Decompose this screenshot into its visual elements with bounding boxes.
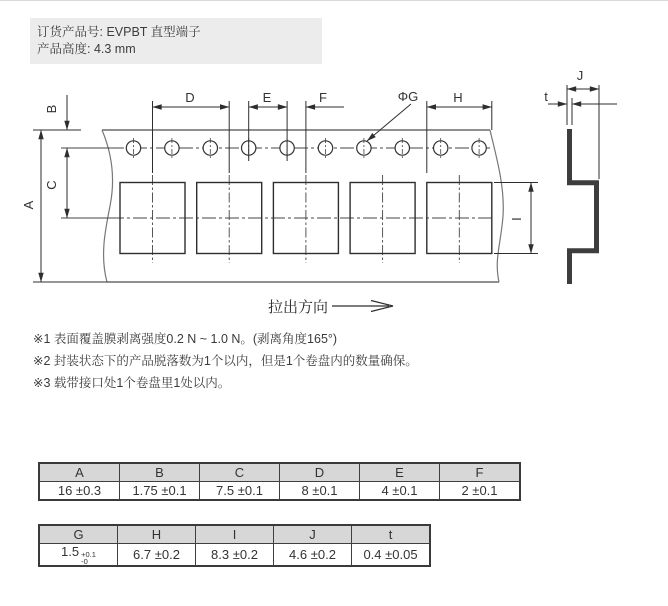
dim-header-cell: B [120, 463, 200, 482]
dim-value-cell: 8.3 ±0.2 [196, 544, 274, 567]
dim-value-cell: 7.5 ±0.1 [200, 482, 280, 501]
dim-header-cell: D [280, 463, 360, 482]
dim-value-cell: 8 ±0.1 [280, 482, 360, 501]
dim-header-cell: J [274, 525, 352, 544]
dim-value-cell: 2 ±0.1 [440, 482, 521, 501]
dim-label-h: H [453, 90, 463, 105]
notes [33, 328, 418, 394]
dim-value-cell: 16 ±0.3 [39, 482, 120, 501]
dim-label-d: D [185, 90, 195, 105]
dim-value-cell: 0.4 ±0.05 [352, 544, 431, 567]
g-tolerance [81, 551, 96, 565]
dim-label-t: t [544, 89, 548, 104]
dim-label-a: A [21, 200, 36, 210]
dim-header-cell: I [196, 525, 274, 544]
g-tolerance-minus: -0 [81, 557, 88, 566]
table-row [39, 463, 520, 482]
dim-header-cell: t [352, 525, 431, 544]
dim-value-cell: 6.7 ±0.2 [118, 544, 196, 567]
note-2: ※2 封装状态下的产品脱落数为1个以内，但是1个卷盘内的数量确保。 [33, 354, 418, 368]
extension-lines [33, 85, 599, 282]
pull-direction-arrow [332, 301, 393, 312]
note-1: ※1 表面覆盖膜剥离强度0.2 N ~ 1.0 N。(剥离角度165°) [33, 332, 338, 346]
product-number: 订货产品号: EVPBT 直型端子 [37, 25, 201, 39]
dim-label-b: B [44, 104, 59, 114]
dim-label-c: C [44, 180, 59, 190]
dim-label-e: E [262, 90, 272, 105]
dim-value-cell: 4.6 ±0.2 [274, 544, 352, 567]
dim-label-i: I [509, 217, 524, 221]
note-3: ※3 载带接口处1个卷盘里1处以内。 [33, 376, 231, 390]
dim-value-cell: 1.75 ±0.1 [120, 482, 200, 501]
dim-header-cell: F [440, 463, 521, 482]
dim-value-cell: 4 ±0.1 [360, 482, 440, 501]
g-tolerance-plus: +0.1 [81, 550, 96, 559]
side-view-profile [570, 129, 597, 284]
table-row [39, 544, 430, 567]
pull-direction-label: 拉出方向 [268, 299, 329, 316]
g-base-value: 1.5 [61, 544, 80, 559]
dim-value-cell [39, 544, 118, 567]
dim-table-g-t [38, 524, 431, 567]
table-row [39, 525, 430, 544]
dim-header-cell: H [118, 525, 196, 544]
dim-label-j: J [576, 68, 584, 83]
dim-table-a-f [38, 462, 521, 501]
center-lines [61, 148, 495, 263]
product-info-box [30, 18, 322, 64]
dim-header-cell: A [39, 463, 120, 482]
product-height: 产品高度: 4.3 mm [37, 42, 136, 56]
dim-header-cell: C [200, 463, 280, 482]
dim-header-cell: E [360, 463, 440, 482]
dim-label-phi-g: ΦG [397, 89, 419, 104]
table-row [39, 482, 520, 501]
dim-label-f: F [319, 90, 327, 105]
dim-header-cell: G [39, 525, 118, 544]
